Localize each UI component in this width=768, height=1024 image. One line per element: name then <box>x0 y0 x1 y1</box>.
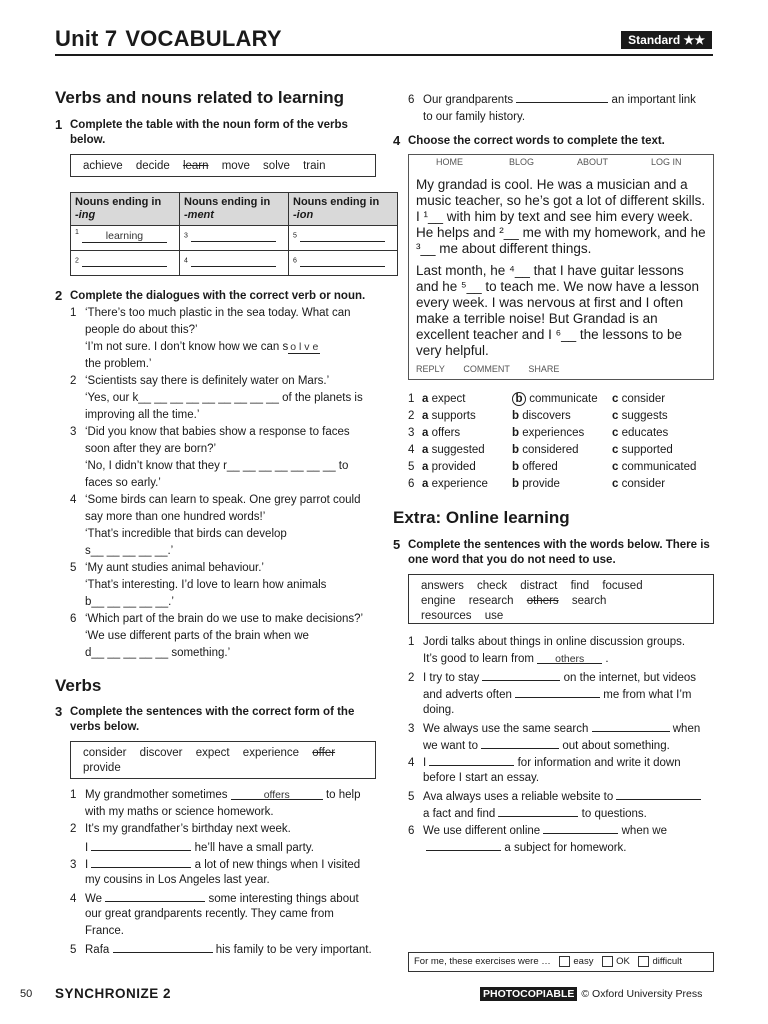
option-number: 3 <box>408 427 415 439</box>
sentence-text: I try to stay <box>423 672 480 684</box>
dialogue-line <box>70 492 361 509</box>
dialogue-line <box>70 322 198 339</box>
sentence-line <box>408 702 454 719</box>
sentence-text: We <box>85 893 103 905</box>
sentence-text: with my maths or science homework. <box>85 806 274 818</box>
sentence-text: It’s my grandfather’s birthday next week. <box>85 823 291 835</box>
option-word: provide <box>522 478 560 490</box>
word: solve <box>263 160 290 172</box>
instruction-line: one word that you do not need to use. <box>408 554 616 566</box>
sentence-text: Rafa <box>85 944 110 956</box>
dialogue-line <box>70 441 216 458</box>
word: focused <box>602 580 643 592</box>
item-number: 5 <box>408 791 415 803</box>
answer-blank[interactable] <box>105 889 205 902</box>
sentence-line <box>70 787 360 804</box>
exercise-2-number: 2 <box>55 288 63 303</box>
self-check-box <box>408 952 714 972</box>
checkbox-label: difficult <box>652 956 682 968</box>
answer-blank[interactable] <box>616 787 701 800</box>
nav-blog[interactable]: BLOG <box>509 157 535 167</box>
option-b[interactable]: b offered <box>512 461 558 473</box>
sentence-text: when <box>672 723 701 735</box>
option-c[interactable]: c suggests <box>612 410 668 422</box>
selected-circle: b <box>512 392 526 406</box>
dialogue-text: ‘Did you know that babies show a response to faces <box>85 426 350 438</box>
answer-blank[interactable]: others <box>537 651 602 664</box>
dialogue-line <box>70 356 151 373</box>
answer-solve[interactable]: o l v e <box>290 341 319 353</box>
word: decide <box>135 160 170 172</box>
nav-home[interactable]: HOME <box>436 157 463 167</box>
sentence-line <box>70 804 274 821</box>
dialogue-text: s__ __ __ __ __.’ <box>85 545 174 557</box>
item-number: 2 <box>408 672 415 684</box>
comment-link[interactable]: COMMENT <box>463 364 510 374</box>
dialogue-line <box>70 543 173 560</box>
option-word: experiences <box>522 427 585 439</box>
sentence-text: France. <box>85 925 124 937</box>
blog-text <box>416 177 708 365</box>
dialogue-line <box>70 424 350 441</box>
sentence-text: my cousins in Los Angeles last year. <box>85 874 270 886</box>
word: resources <box>421 610 472 622</box>
dialogue-line <box>70 560 264 577</box>
option-a[interactable]: a suggested <box>422 444 485 456</box>
item-number: 5 <box>70 944 77 956</box>
option-word: communicated <box>621 461 697 473</box>
option-number: 1 <box>408 393 415 405</box>
dialogue-line <box>70 305 351 322</box>
sentence-text: to help <box>325 789 361 801</box>
instruction-line: verbs below. <box>70 721 140 733</box>
photocopiable-tag: PHOTOCOPIABLE <box>480 987 577 1001</box>
dialogue-text: d__ __ __ __ __ something.’ <box>85 647 231 659</box>
sentence-text: I <box>423 757 427 769</box>
answer-blank[interactable] <box>515 685 600 698</box>
sentence-line <box>408 634 685 651</box>
option-word: provided <box>431 461 476 473</box>
option-number: 6 <box>408 478 415 490</box>
dialogue-text: ‘That’s interesting. I’d love to learn how animals <box>85 579 327 591</box>
share-link[interactable]: SHARE <box>528 364 560 374</box>
answer-blank[interactable] <box>498 804 578 817</box>
checkbox-ok[interactable] <box>602 956 613 967</box>
dialogue-text: faces so early.’ <box>85 477 161 489</box>
dialogue-line <box>70 611 363 628</box>
blog-panel <box>408 154 714 380</box>
sentence-text: me from what I’m <box>603 689 692 701</box>
blog-paragraph: Last month, he ⁴__ that I have guitar lessons and he ⁵__ to teach me. We now have a lesson every week. I was nervous at first and I often make a terrible noise! But Grandad is an excellent teacher and I ⁶__ the lessons to be very helpful. <box>416 263 700 358</box>
option-word: suggests <box>621 410 668 422</box>
dialogue-line <box>70 475 161 492</box>
exercise-5-instruction <box>408 538 710 568</box>
answer-blank[interactable]: learning <box>82 230 167 243</box>
checkbox-label: OK <box>616 956 630 968</box>
sentence-text: Jordi talks about things in online discussion groups. <box>423 636 686 648</box>
exercise-3-instruction <box>70 705 354 735</box>
sentence-text: a fact and find <box>423 808 496 820</box>
answer-blank[interactable] <box>300 254 385 267</box>
item-text: an important link <box>611 94 696 106</box>
brand-logo: SYNCHRONIZE 2 <box>55 986 172 1001</box>
sentence-line <box>70 923 124 940</box>
answer-blank[interactable] <box>516 90 608 103</box>
word: distract <box>520 580 558 592</box>
sentence-text: doing. <box>423 704 455 716</box>
item-number: 1 <box>70 789 77 801</box>
exercise-5-number: 5 <box>393 537 401 552</box>
sentence-text: and adverts often <box>423 689 512 701</box>
word: find <box>570 580 590 592</box>
sentence-text: It’s good to learn from <box>423 653 535 665</box>
word: provide <box>83 762 121 774</box>
exercise-3-number: 3 <box>55 704 63 719</box>
option-a[interactable]: a offers <box>422 427 461 439</box>
option-word: supports <box>431 410 476 422</box>
dialogue-text: ‘That’s incredible that birds can develop <box>85 528 287 540</box>
exercise-3-word-box <box>70 741 376 779</box>
exercise-1-number: 1 <box>55 117 63 132</box>
option-c[interactable]: c educates <box>612 427 669 439</box>
sentence-text: his family to be very important. <box>215 944 372 956</box>
section-title-verbs: Verbs <box>55 676 102 695</box>
blog-paragraph: My grandad is cool. He was a musician and a music teacher, so he’s got a lot of different skills. I ¹__ with him by text and see him every week. He helps and ²__ me with my homework, and he ³__ me about different things. <box>416 177 706 256</box>
dialogue-text: ‘We use different parts of the brain when we <box>85 630 309 642</box>
sentence-line <box>408 770 539 787</box>
option-b[interactable]: b experiences <box>512 427 585 439</box>
item-number: 2 <box>70 823 77 835</box>
dialogue-text: ‘No, I didn’t know that they r__ __ __ __ __ __ __ to <box>85 460 349 472</box>
copyright-line <box>480 988 702 1000</box>
title-label: VOCABULARY <box>125 26 282 51</box>
option-number: 5 <box>408 461 415 473</box>
sentence-text: we want to <box>423 740 478 752</box>
item-number: 3 <box>70 426 77 438</box>
option-word: communicate <box>529 393 598 405</box>
item-number: 6 <box>408 825 415 837</box>
dialogue-line <box>70 645 230 662</box>
instruction-line: Complete the sentences with the words below. There is <box>408 539 710 551</box>
item-number: 4 <box>70 494 77 506</box>
option-word: offered <box>522 461 558 473</box>
nav-about[interactable]: ABOUT <box>577 157 609 167</box>
exercise-4-number: 4 <box>393 133 401 148</box>
sentence-text: out about something. <box>562 740 670 752</box>
sentence-text: to questions. <box>581 808 647 820</box>
dialogue-line <box>70 577 326 594</box>
sentence-text: We always use the same search <box>423 723 589 735</box>
table-header: Nouns ending in -ment <box>180 193 289 226</box>
instruction-line: Complete the sentences with the correct form of the <box>70 706 355 718</box>
table-cell[interactable]: 6 <box>289 251 398 276</box>
word: check <box>477 580 508 592</box>
sentence-line <box>70 821 291 838</box>
word-struck: learn <box>182 160 209 172</box>
sentence-text: Ava always uses a reliable website to <box>423 791 614 803</box>
option-word: educates <box>621 427 669 439</box>
dialogue-text: ‘Which part of the brain do we use to make decisions?’ <box>85 613 364 625</box>
option-number: 2 <box>408 410 415 422</box>
dialogue-line <box>70 628 309 645</box>
noun-table <box>70 192 398 276</box>
item-number: 5 <box>70 562 77 574</box>
option-word: offers <box>431 427 461 439</box>
dialogue-text: ‘Scientists say there is definitely water on Mars.’ <box>85 375 330 387</box>
dialogue-line <box>70 526 287 543</box>
word: research <box>468 595 514 607</box>
checkbox-easy[interactable] <box>559 956 570 967</box>
option-b[interactable]: b discovers <box>512 410 571 422</box>
word: expect <box>195 747 230 759</box>
option-b[interactable] <box>512 391 598 408</box>
exercise-3-item-6 <box>408 90 696 126</box>
sentence-text: We use different online <box>423 825 541 837</box>
option-a[interactable]: a expect <box>422 393 466 405</box>
word-struck: offer <box>312 747 336 759</box>
word: engine <box>421 595 456 607</box>
sentence-text: before I start an essay. <box>423 772 540 784</box>
answer-blank[interactable] <box>429 753 514 766</box>
copyright-text: © Oxford University Press <box>581 988 703 1000</box>
option-number: 4 <box>408 444 415 456</box>
sentence-text: a subject for homework. <box>504 842 627 854</box>
exercise-2-instruction: Complete the dialogues with the correct verb or noun. <box>70 290 366 302</box>
exercise-1-word-box <box>70 154 376 177</box>
sentence-line <box>70 872 270 889</box>
dialogue-text: the problem.’ <box>85 358 152 370</box>
unit-label: Unit 7 <box>55 26 118 51</box>
dialogue-line <box>70 390 363 407</box>
item-text: Our grandparents <box>423 94 514 106</box>
word: consider <box>83 747 127 759</box>
sentence-text: I <box>85 842 89 854</box>
option-word: experience <box>431 478 488 490</box>
answer-blank[interactable]: offers <box>231 787 323 800</box>
table-cell[interactable]: 2 <box>71 251 180 276</box>
answer-blank[interactable] <box>91 855 191 868</box>
dialogue-line <box>70 458 348 475</box>
word: use <box>484 610 504 622</box>
item-number: 4 <box>408 757 415 769</box>
page-number: 50 <box>20 988 33 1000</box>
answer-blank[interactable] <box>191 254 276 267</box>
instruction-line: below. <box>70 134 106 146</box>
dialogue-text: b__ __ __ __ __.’ <box>85 596 174 608</box>
table-header: Nouns ending in -ing <box>71 193 180 226</box>
item-number: 1 <box>408 636 415 648</box>
option-a[interactable]: a experience <box>422 478 488 490</box>
answer-blank[interactable] <box>300 229 385 242</box>
option-word: consider <box>621 393 666 405</box>
word-struck: others <box>526 595 559 607</box>
word: search <box>571 595 607 607</box>
level-badge: Standard ★★ <box>621 31 712 49</box>
option-c[interactable]: c communicated <box>612 461 697 473</box>
sentence-line <box>408 838 627 857</box>
table-header: Nouns ending in -ion <box>289 193 398 226</box>
header-rule <box>55 54 713 56</box>
nav-login[interactable]: LOG IN <box>651 157 682 167</box>
sentence-line <box>408 651 609 668</box>
option-word: suggested <box>431 444 485 456</box>
dialogue-text: ‘Some birds can learn to speak. One grey parrot could <box>85 494 361 506</box>
dialogue-line <box>70 509 265 526</box>
section-title-online-learning: Extra: Online learning <box>393 508 570 527</box>
answer-blank[interactable] <box>426 838 501 851</box>
dialogue-line <box>70 339 320 356</box>
sentence-text: when we <box>621 825 668 837</box>
item-number: 2 <box>70 375 77 387</box>
answer-blank[interactable] <box>482 668 560 681</box>
dialogue-text: soon after they are born?’ <box>85 443 217 455</box>
option-word: supported <box>621 444 673 456</box>
word: move <box>221 160 250 172</box>
answer-blank[interactable] <box>91 838 191 851</box>
sentence-line <box>70 940 372 959</box>
option-word: consider <box>621 478 666 490</box>
sentence-line <box>70 906 334 923</box>
dialogue-text: ‘There’s too much plastic in the sea today. What can <box>85 307 351 319</box>
item-number: 3 <box>408 723 415 735</box>
self-check-prompt: For me, these exercises were … <box>414 956 551 968</box>
item-number: 1 <box>70 307 77 319</box>
item-text: to our family history. <box>423 111 526 123</box>
table-cell[interactable]: 5 <box>289 226 398 251</box>
word: achieve <box>83 160 123 172</box>
dialogue-text: improving all the time.’ <box>85 409 200 421</box>
dialogue-text: ‘Yes, our k__ __ __ __ __ __ __ __ __ of the planets is <box>85 392 363 404</box>
item-number: 6 <box>408 94 415 106</box>
word: discover <box>139 747 183 759</box>
exercise-1-instruction <box>70 118 348 148</box>
dialogue-text: ‘My aunt studies animal behaviour.’ <box>85 562 264 574</box>
answer-blank[interactable] <box>481 736 559 749</box>
dialogue-line <box>70 373 329 390</box>
sentence-text: on the internet, but videos <box>563 672 696 684</box>
sentence-text: a lot of new things when I visited <box>194 859 361 871</box>
table-cell[interactable]: $^1$ learning <box>71 226 180 251</box>
page-title <box>55 26 282 52</box>
option-word: discovers <box>522 410 571 422</box>
option-c[interactable]: c consider <box>612 478 666 490</box>
sentence-text: our great grandparents recently. They came from <box>85 908 334 920</box>
item-number: 4 <box>70 893 77 905</box>
sentence-text: for information and write it down <box>517 757 681 769</box>
option-b[interactable]: b considered <box>512 444 579 456</box>
word: answers <box>421 580 464 592</box>
word: train <box>303 160 326 172</box>
dialogue-text: ‘I’m not sure. I don’t know how we can s <box>85 341 289 353</box>
option-b[interactable]: b provide <box>512 478 560 490</box>
option-c[interactable]: c consider <box>612 393 666 405</box>
table-cell[interactable]: 3 <box>180 226 289 251</box>
dialogue-line <box>70 407 199 424</box>
item-number: 6 <box>70 613 77 625</box>
item-number: 3 <box>70 859 77 871</box>
reply-link[interactable]: REPLY <box>416 364 445 374</box>
answer-blank[interactable] <box>82 254 167 267</box>
option-c[interactable]: c supported <box>612 444 673 456</box>
sentence-text: he’ll have a small party. <box>194 842 314 854</box>
answer-blank[interactable] <box>113 940 213 953</box>
answer-blank[interactable] <box>592 719 670 732</box>
word: experience <box>242 747 300 759</box>
sentence-text: My grandmother sometimes <box>85 789 228 801</box>
option-a[interactable]: a provided <box>422 461 476 473</box>
exercise-4-instruction: Choose the correct words to complete the text. <box>408 135 665 147</box>
option-a[interactable]: a supports <box>422 410 476 422</box>
dialogue-text: people do about this?’ <box>85 324 198 336</box>
checkbox-label: easy <box>573 956 594 968</box>
sentence-text: . <box>605 653 609 665</box>
dialogue-line <box>70 594 174 611</box>
option-word: expect <box>431 393 466 405</box>
instruction-line: Complete the table with the noun form of the verbs <box>70 119 348 131</box>
checkbox-difficult[interactable] <box>638 956 649 967</box>
option-word: considered <box>522 444 579 456</box>
sentence-text: I <box>85 859 89 871</box>
blog-footer <box>416 364 575 374</box>
section-title-verbs-nouns: Verbs and nouns related to learning <box>55 88 345 107</box>
exercise-5-word-box <box>408 574 714 624</box>
answer-blank[interactable] <box>191 229 276 242</box>
sentence-text: some interesting things about <box>208 893 359 905</box>
answer-blank[interactable] <box>543 821 618 834</box>
dialogue-text: say more than one hundred words!’ <box>85 511 266 523</box>
table-cell[interactable]: 4 <box>180 251 289 276</box>
